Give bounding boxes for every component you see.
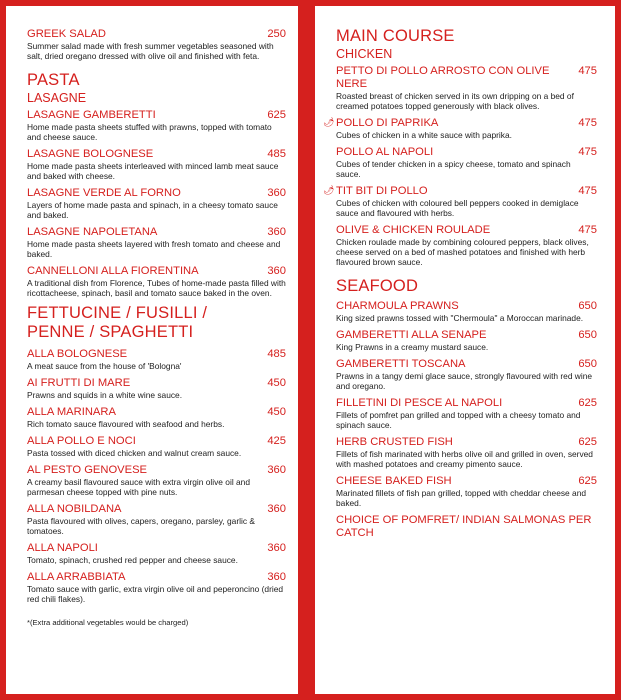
item-price: 475 <box>578 224 597 236</box>
menu-item <box>27 503 286 536</box>
item-price: 485 <box>267 348 286 360</box>
menu-item <box>27 435 286 458</box>
item-price: 360 <box>267 503 286 515</box>
item-name: LASAGNE BOLOGNESE <box>27 148 154 160</box>
item-price: 475 <box>578 117 597 129</box>
item-name: ALLA NOBILDANA <box>27 503 122 515</box>
menu-item <box>27 187 286 220</box>
item-header <box>27 571 286 584</box>
item-name: AI FRUTTI DI MARE <box>27 377 131 389</box>
item-price: 360 <box>267 464 286 476</box>
menu-item <box>336 358 597 391</box>
left-menu-panel <box>6 6 298 694</box>
subsection-title-chicken: CHICKEN <box>336 47 393 61</box>
menu-item <box>336 397 597 430</box>
menu-item <box>336 224 597 267</box>
item-description: Home made pasta sheets interleaved with minced lamb meat sauce and baked with cheese. <box>27 161 279 181</box>
item-price: 450 <box>267 406 286 418</box>
item-name: OLIVE & CHICKEN ROULADE <box>336 224 491 236</box>
item-name: GREEK SALAD <box>27 28 106 40</box>
item-price: 360 <box>267 226 286 238</box>
item-name: TIT BIT DI POLLO <box>336 185 428 197</box>
item-header <box>27 187 286 200</box>
section-title-fettucine: FETTUCINE / FUSILLI / PENNE / SPAGHETTI <box>27 304 208 341</box>
item-price: 360 <box>267 265 286 277</box>
fettucine-list <box>27 348 286 604</box>
item-description: Roasted breast of chicken served in its own dripping on a bed of creamed potatoes topped generously with black olives. <box>336 91 574 111</box>
pomfret-salmon-note: CHOICE OF POMFRET/ INDIAN SALMONAS PER CATCH <box>336 514 592 539</box>
menu-item <box>27 571 286 604</box>
item-description: A creamy basil flavoured sauce with extra virgin olive oil and parmesan cheese topped with pine nuts. <box>27 477 250 497</box>
item-name: LASAGNE VERDE AL FORNO <box>27 187 181 199</box>
item-header <box>27 148 286 161</box>
item-name: LASAGNE NAPOLETANA <box>27 226 158 238</box>
item-header <box>336 436 597 449</box>
item-header <box>27 109 286 122</box>
menu-item <box>27 148 286 181</box>
item-price: 425 <box>267 435 286 447</box>
item-name: ALLA BOLOGNESE <box>27 348 128 360</box>
subsection-title-lasagne: LASAGNE <box>27 91 87 105</box>
item-description: Cubes of chicken with coloured bell peppers cooked in demiglace sauce and flavoured with herbs. <box>336 198 579 218</box>
item-header <box>336 329 597 342</box>
item-name: ALLA MARINARA <box>27 406 116 418</box>
section-title-seafood: SEAFOOD <box>336 277 419 295</box>
seafood-list <box>336 300 597 508</box>
item-header <box>336 397 597 410</box>
chicken-list <box>323 65 597 267</box>
item-description: Fillets of fish marinated with herbs olive oil and grilled in oven, served with mashed potatoes and creamy pimento sauce. <box>336 449 593 469</box>
item-description: Tomato, spinach, crushed red pepper and cheese sauce. <box>27 555 238 565</box>
item-price: 625 <box>578 397 597 409</box>
item-header <box>336 358 597 371</box>
menu-item <box>336 300 597 323</box>
item-name: LASAGNE GAMBERETTI <box>27 109 156 121</box>
item-name: AL PESTO GENOVESE <box>27 464 147 476</box>
item-name: FILLETINI DI PESCE AL NAPOLI <box>336 397 503 409</box>
item-name: GAMBERETTI ALLA SENAPE <box>336 329 487 341</box>
item-header <box>27 226 286 239</box>
extra-vegetables-note: *(Extra additional vegetables would be charged) <box>27 618 189 627</box>
item-name: ALLA ARRABBIATA <box>27 571 126 583</box>
menu-item <box>27 226 286 259</box>
item-header <box>27 435 286 448</box>
item-description: A traditional dish from Florence, Tubes of home-made pasta filled with ricottacheese, spinach, basil and tomato sauce baked in the oven. <box>27 278 286 298</box>
item-price: 250 <box>267 28 286 40</box>
item-name: ALLA POLLO E NOCI <box>27 435 136 447</box>
menu-item <box>323 185 597 218</box>
item-description: Pasta tossed with diced chicken and walnut cream sauce. <box>27 448 242 458</box>
item-header <box>27 542 286 555</box>
item-description: Prawns in a tangy demi glace sauce, strongly flavoured with red wine and oregano. <box>336 371 593 391</box>
chili-icon: 🌶 <box>323 185 335 195</box>
item-description: Pasta flavoured with olives, capers, oregano, parsley, garlic & tomatoes. <box>27 516 255 536</box>
item-price: 625 <box>267 109 286 121</box>
item-header <box>336 65 597 91</box>
item-name: POLLO DI PAPRIKA <box>336 117 439 129</box>
item-description: Prawns and squids in a white wine sauce. <box>27 390 183 400</box>
chili-icon: 🌶 <box>323 117 335 127</box>
item-description: Chicken roulade made by combining coloured peppers, black olives, cheese served on a bed of mashed potatoes and finished with herb flavoured brown sauce. <box>336 237 589 267</box>
item-header <box>27 464 286 477</box>
menu-item <box>27 348 286 371</box>
item-description: Home made pasta sheets stuffed with prawns, topped with tomato and cheese sauce. <box>27 122 272 142</box>
item-description: Home made pasta sheets layered with fresh tomato and cheese and baked. <box>27 239 281 259</box>
menu-item <box>336 329 597 352</box>
item-header <box>336 146 597 159</box>
section-title-pasta: PASTA <box>27 71 80 89</box>
item-name: POLLO AL NAPOLI <box>336 146 434 158</box>
item-name: ALLA NAPOLI <box>27 542 98 554</box>
lasagne-list <box>27 109 286 298</box>
item-header <box>27 406 286 419</box>
menu-item <box>336 146 597 179</box>
item-description: Cubes of tender chicken in a spicy cheese, tomato and spinach sauce. <box>336 159 571 179</box>
item-price: 650 <box>578 358 597 370</box>
item-price: 625 <box>578 436 597 448</box>
menu-item <box>27 406 286 429</box>
item-description: Tomato sauce with garlic, extra virgin olive oil and peperoncino (dried red chili flakes). <box>27 584 284 604</box>
item-price: 475 <box>578 146 597 158</box>
item-price: 475 <box>578 185 597 197</box>
item-header <box>336 300 597 313</box>
item-name: PETTO DI POLLO ARROSTO CON OLIVE NERE <box>336 65 550 90</box>
item-description: Cubes of chicken in a white sauce with paprika. <box>336 130 512 140</box>
item-description: Summer salad made with fresh summer vegetables seasoned with salt, dried oregano dressed with olive oil and finished with feta. <box>27 41 274 61</box>
item-price: 485 <box>267 148 286 160</box>
item-price: 650 <box>578 329 597 341</box>
item-description: Marinated fillets of fish pan grilled, topped with cheddar cheese and baked. <box>336 488 587 508</box>
item-header <box>323 117 597 130</box>
item-name: CHARMOULA PRAWNS <box>336 300 459 312</box>
item-name: GAMBERETTI TOSCANA <box>336 358 466 370</box>
right-menu-panel <box>315 6 615 694</box>
item-header <box>323 185 597 198</box>
menu-item <box>336 436 597 469</box>
item-description: A meat sauce from the house of 'Bologna' <box>27 361 182 371</box>
section-title-main-course: MAIN COURSE <box>336 27 455 45</box>
item-price: 360 <box>267 571 286 583</box>
item-header <box>336 475 597 488</box>
item-price: 625 <box>578 475 597 487</box>
item-header <box>27 503 286 516</box>
item-price: 650 <box>578 300 597 312</box>
item-header <box>27 265 286 278</box>
item-price: 475 <box>578 65 597 77</box>
menu-item <box>27 377 286 400</box>
item-description: Fillets of pomfret pan grilled and topped with a cheesy tomato and spinach sauce. <box>336 410 581 430</box>
item-header <box>27 348 286 361</box>
item-name: CHEESE BAKED FISH <box>336 475 452 487</box>
item-price: 360 <box>267 542 286 554</box>
menu-item <box>27 265 286 298</box>
menu-item <box>27 28 286 61</box>
item-header <box>27 377 286 390</box>
menu-item <box>323 117 597 140</box>
item-price: 450 <box>267 377 286 389</box>
item-header <box>336 224 597 237</box>
item-price: 360 <box>267 187 286 199</box>
item-name: HERB CRUSTED FISH <box>336 436 453 448</box>
item-description: Rich tomato sauce flavoured with seafood and herbs. <box>27 419 225 429</box>
item-description: Layers of home made pasta and spinach, in a cheesy tomato sauce and baked. <box>27 200 278 220</box>
menu-item <box>27 542 286 565</box>
item-description: King sized prawns tossed with "Chermoula" a Moroccan marinade. <box>336 313 584 323</box>
menu-item <box>27 464 286 497</box>
menu-item <box>336 475 597 508</box>
menu-item <box>27 109 286 142</box>
item-name: CANNELLONI ALLA FIORENTINA <box>27 265 199 277</box>
menu-item <box>336 65 597 111</box>
item-description: King Prawns in a creamy mustard sauce. <box>336 342 489 352</box>
